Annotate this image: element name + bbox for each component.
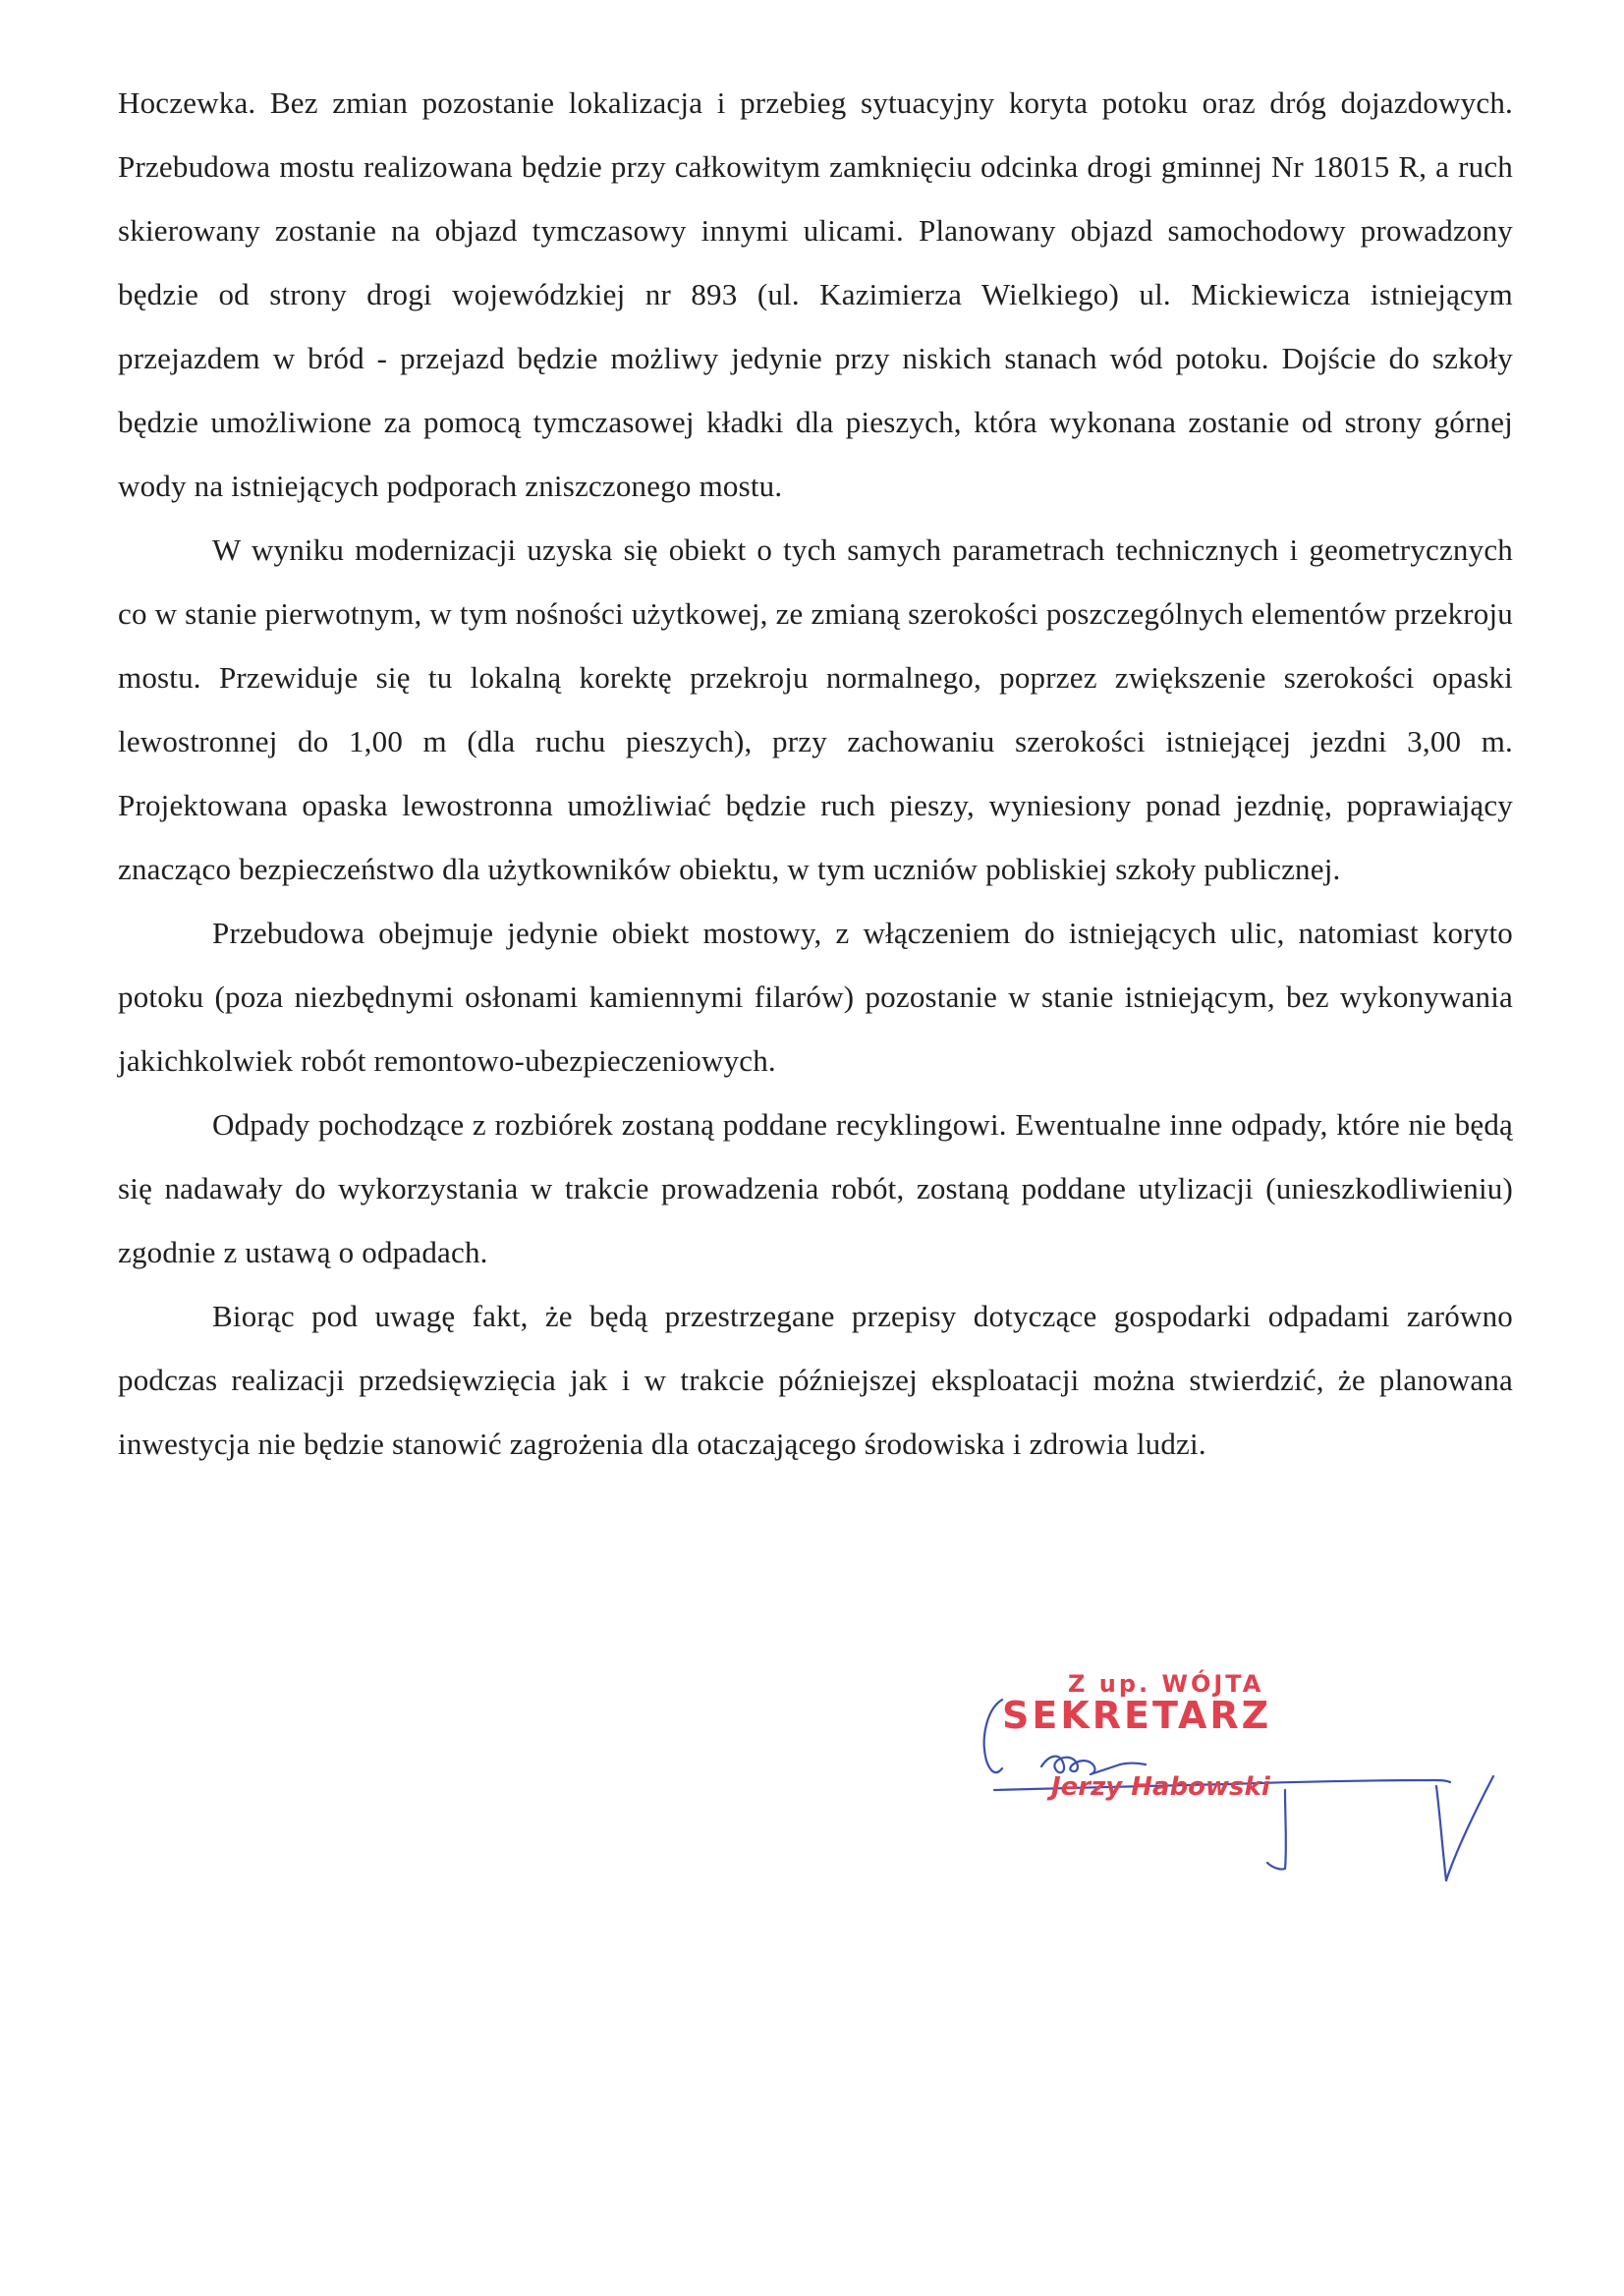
paragraph-2: W wyniku modernizacji uzyska się obiekt o tych samych parametrach technicznych i geometrycznych co w stanie pierwotnym, w tym nośności użytkowej, ze zmianą szerokości poszczególnych elementów przekroju mostu. Przewiduje się tu lokalną korektę przekroju normalnego, poprzez zwiększenie szerokości opaski lewostronnej do 1,00 m (dla ruchu pieszych), przy zachowaniu szerokości istniejącej jezdni 3,00 m. Projektowana opaska lewostronna umożliwiać będzie ruch pieszy, wyniesiony ponad jezdnię, poprawiający znacząco bezpieczeństwo dla użytkowników obiektu, w tym uczniów pobliskiej szkoły publicznej. xyxy=(118,532,1513,886)
paragraph-1: Hoczewka. Bez zmian pozostanie lokalizacja i przebieg sytuacyjny koryta potoku oraz dróg dojazdowych. Przebudowa mostu realizowana będzie przy całkowitym zamknięciu odcinka drogi gminnej Nr 18015 R, a ruch skierowany zostanie na objazd tymczasowy innymi ulicami. Planowany objazd samochodowy prowadzony będzie od strony drogi wojewódzkiej nr 893 (ul. Kazimierza Wielkiego) ul. Mickiewicza istniejącym przejazdem w bród - przejazd będzie możliwy jedynie przy niskich stanach wód potoku. Dojście do szkoły będzie umożliwione za pomocą tymczasowej kładki dla pieszych, która wykonana zostanie od strony górnej wody na istniejących podporach zniszczonego mostu. xyxy=(118,85,1513,503)
paragraph-5: Biorąc pod uwagę fakt, że będą przestrzegane przepisy dotyczące gospodarki odpadami zarówno podczas realizacji przedsięwzięcia jak i w trakcie późniejszej eksploatacji można stwierdzić, że planowana inwestycja nie będzie stanowić zagrożenia dla otaczającego środowiska i zdrowia ludzi. xyxy=(118,1299,1513,1461)
stamp-title-text: SEKRETARZ xyxy=(1002,1694,1272,1737)
paragraph-3: Przebudowa obejmuje jedynie obiekt mostowy, z włączeniem do istniejących ulic, natomiast koryto potoku (poza niezbędnymi osłonami kamiennymi filarów) pozostanie w stanie istniejącym, bez wykonywania jakichkolwiek robót remontowo-ubezpieczeniowych. xyxy=(118,916,1513,1078)
paragraph-4: Odpady pochodzące z rozbiórek zostaną poddane recyklingowi. Ewentualne inne odpady, które nie będą się nadawały do wykorzystania w trakcie prowadzenia robót, zostaną poddane utylizacji (unieszkodliwieniu) zgodnie z ustawą o odpadach. xyxy=(118,1107,1513,1269)
stamp-authority-text: Z up. WÓJTA xyxy=(1068,1670,1264,1698)
stamp-name-text: Jerzy Habowski xyxy=(1051,1772,1270,1802)
document-body xyxy=(118,71,1513,1476)
official-stamp xyxy=(973,1670,1523,1906)
